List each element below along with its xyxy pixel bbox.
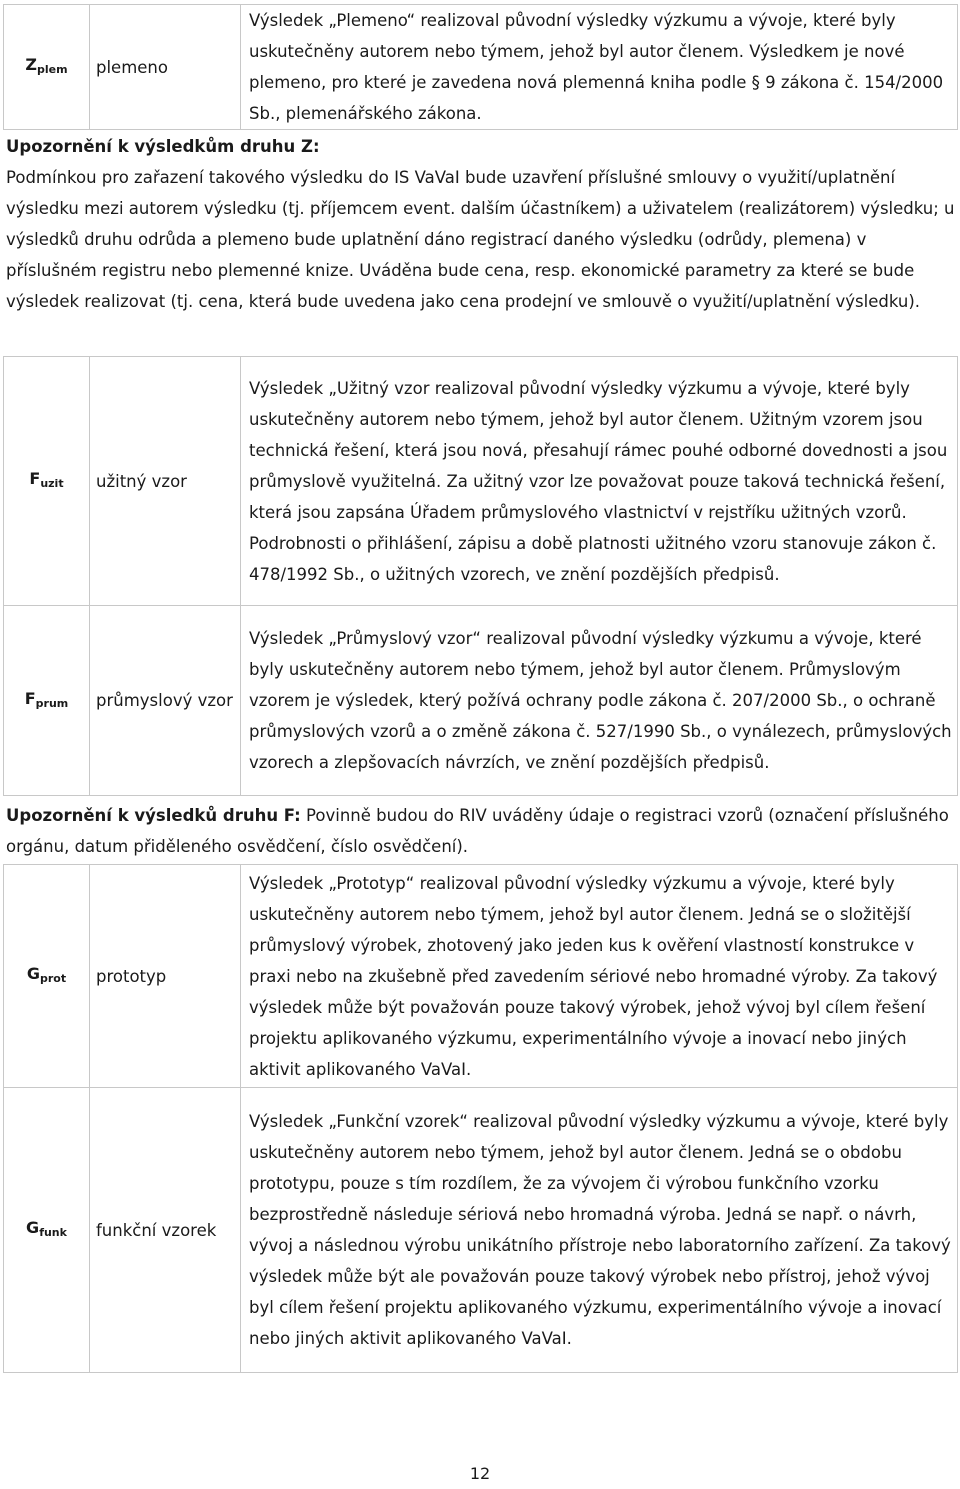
result-name: průmyslový vzor (90, 606, 241, 796)
result-name: užitný vzor (90, 357, 241, 606)
result-table-plemeno (3, 4, 958, 130)
result-code: $Z_{plem}$ (4, 5, 90, 130)
result-code: $F_{prum}$ (4, 606, 90, 796)
note-z-text: Podmínkou pro zařazení takového výsledku do IS VaVaI bude uzavření příslušné smlouvy o využití/uplatnění výsledku mezi autorem výsledku (tj. příjemcem event. dalším účastníkem) a uživatelem (realizátorem) výsledku; u výsledků druhu odrůda a plemeno bude uplatnění dáno registrací daného výsledku (odrůdy, plemena) v příslušném registru nebo plemenné knize. Uváděna bude cena, resp. ekonomické parametry za které se bude výsledek realizovat (tj. cena, která bude uvedena jako cena prodejní ve smlouvě o využití/uplatnění výsledku). (6, 168, 955, 311)
result-code: $G_{funk}$ (4, 1088, 90, 1373)
result-description: Výsledek „Užitný vzor realizoval původní výsledky výzkumu a vývoje, které byly uskutečněny autorem nebo týmem, jehož byl autor členem. Užitným vzorem jsou technická řešení, která jsou nová, přesahují rámec pouhé odborné dovednosti a jsou průmyslově využitelná. Za užitný vzor lze považovat pouze taková technická řešení, která jsou zapsána Úřadem průmyslového vlastnictví v rejstříku užitných vzorů. Podrobnosti o přihlášení, zápisu a době platnosti užitného vzoru stanovuje zákon č. 478/1992 Sb., o užitných vzorech, ve znění pozdějších předpisů. (241, 357, 958, 606)
result-name: plemeno (90, 5, 241, 130)
result-name: prototyp (90, 865, 241, 1088)
note-z (6, 131, 956, 317)
table-row (4, 357, 958, 606)
table-row (4, 5, 958, 130)
page-number: 12 (469, 1464, 491, 1483)
result-description: Výsledek „Prototyp“ realizoval původní výsledky výzkumu a vývoje, které byly uskutečněny autorem nebo týmem, jehož byl autor členem. Jedná se o složitější průmyslový výrobek, zhotovený jako jeden kus k ověření vlastností konstrukce v praxi nebo na zkušebně před zavedením sériové nebo hromadné výroby. Za takový výsledek může být považován pouze takový výrobek, jehož vývoj byl cílem řešení projektu aplikovaného výzkumu, experimentálního vývoje a inovací nebo jiných aktivit aplikovaného VaVaI. (241, 865, 958, 1088)
result-table-f (3, 356, 958, 796)
result-name: funkční vzorek (90, 1088, 241, 1373)
note-z-heading: Upozornění k výsledkům druhu Z: (6, 137, 320, 156)
table-row (4, 606, 958, 796)
note-f-text: Povinně budou do RIV uváděny údaje o registraci vzorů (označení příslušného orgánu, datum přiděleného osvědčení, číslo osvědčení). (6, 806, 949, 856)
table-row (4, 865, 958, 1088)
result-description: Výsledek „Průmyslový vzor“ realizoval původní výsledky výzkumu a vývoje, které byly uskutečněny autorem nebo týmem, jehož byl autor členem. Průmyslovým vzorem je výsledek, který požívá ochrany podle zákona č. 207/2000 Sb., o ochraně průmyslových vzorů a o změně zákona č. 527/1990 Sb., o vynálezech, průmyslových vzorech a zlepšovacích návrzích, ve znění pozdějších předpisů. (241, 606, 958, 796)
result-code: $G_{prot}$ (4, 865, 90, 1088)
result-description: Výsledek „Funkční vzorek“ realizoval původní výsledky výzkumu a vývoje, které byly uskutečněny autorem nebo týmem, jehož byl autor členem. Jedná se o obdobu prototypu, pouze s tím rozdílem, že za vývojem či výrobou funkčního vzorku bezprostředně následuje sériová nebo hromadná výroba. Jedná se např. o návrh, vývoj a následnou výrobu unikátního přístroje nebo laboratorního zařízení. Za takový výsledek může být ale považován pouze takový výrobek nebo přístroj, jehož vývoj byl cílem řešení projektu aplikovaného výzkumu, experimentálního vývoje a inovací nebo jiných aktivit aplikovaného VaVaI. (241, 1088, 958, 1373)
result-table-g (3, 864, 958, 1373)
result-description: Výsledek „Plemeno“ realizoval původní výsledky výzkumu a vývoje, které byly uskutečněny autorem nebo týmem, jehož byl autor členem. Výsledkem je nové plemeno, pro které je zavedena nová plemenná kniha podle § 9 zákona č. 154/2000 Sb., plemenářského zákona. (241, 5, 958, 130)
result-code: $F_{uzit}$ (4, 357, 90, 606)
table-row (4, 1088, 958, 1373)
note-f-heading: Upozornění k výsledků druhu F: (6, 806, 301, 825)
note-f (6, 800, 956, 862)
